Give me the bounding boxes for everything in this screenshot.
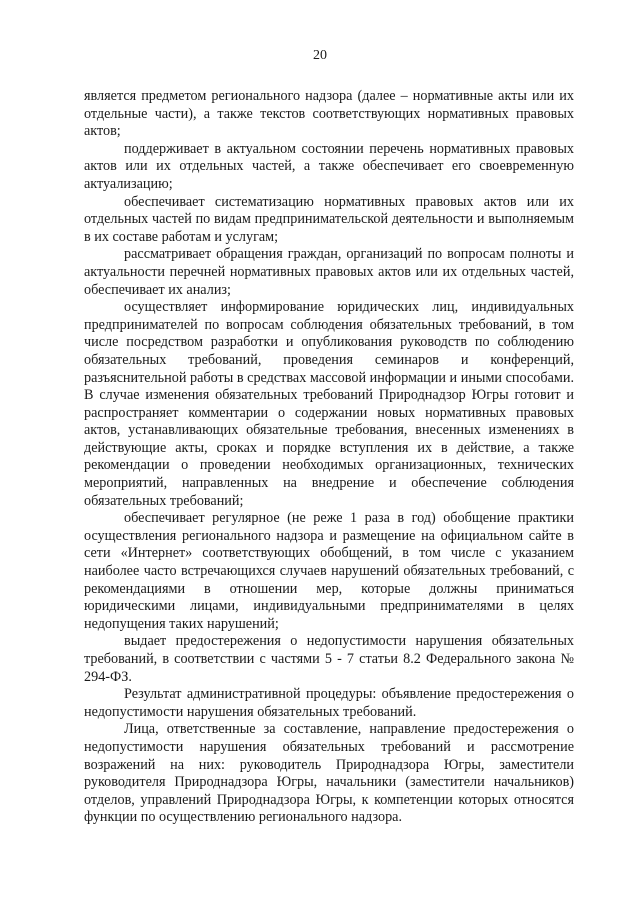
paragraph-4: рассматривает обращения граждан, организаций по вопросам полноты и актуальности перечней нормативных правовых актов или их отдельных частей, обеспечивает их анализ; <box>84 246 574 298</box>
paragraph-3: обеспечивает систематизацию нормативных правовых актов или их отдельных частей по видам предпринимательской деятельности и выполняемым в их составе работам и услугам; <box>84 193 574 245</box>
paragraph-6: обеспечивает регулярное (не реже 1 раза в год) обобщение практики осуществления регионального надзора и размещение на официальном сайте в сети «Интернет» соответствующих обобщений, в том числе с указанием наиболее часто встречающихся случаев нарушений обязательных требований, с рекомендациями в отношении мер, которые должны приниматься юридическими лицами, индивидуальными предпринимателями в целях недопущения таких нарушений; <box>84 510 574 632</box>
paragraph-8: Результат административной процедуры: объявление предостережения о недопустимости нарушения обязательных требований. <box>84 686 574 720</box>
paragraph-9: Лица, ответственные за составление, направление предостережения о недопустимости нарушения обязательных требований и рассмотрение возражений на них: руководитель Природнадзора Югры, заместители руководителя Природнадзора Югры, начальники (заместители начальников) отделов, управлений Природнадзора Югры, к компетенции которых относятся функции по осуществлению регионального надзора. <box>84 721 574 826</box>
paragraph-2: поддерживает в актуальном состоянии перечень нормативных правовых актов или их отдельных частей, а также обеспечивает его своевременную актуализацию; <box>84 140 574 192</box>
paragraph-5: осуществляет информирование юридических лиц, индивидуальных предпринимателей по вопросам соблюдения обязательных требований, в том числе посредством разработки и опубликования руководств по соблюдению обязательных требований, проведения семинаров и конференций, разъяснительной работы в средствах массовой информации и иными способами. В случае изменения обязательных требований Природнадзор Югры готовит и распространяет комментарии о содержании новых нормативных правовых актов, устанавливающих обязательные требования, внесенных изменениях в действующие акты, сроках и порядке вступления их в действие, а также рекомендации о проведении необходимых организационных, технических мероприятий, направленных на внедрение и обеспечение соблюдения обязательных требований; <box>84 299 574 509</box>
document-body <box>84 88 574 827</box>
paragraph-1: является предметом регионального надзора (далее – нормативные акты или их отдельные части), а также текстов соответствующих нормативных правовых актов; <box>84 88 574 140</box>
page-number: 20 <box>313 48 327 63</box>
paragraph-7: выдает предостережения о недопустимости нарушения обязательных требований, в соответствии с частями 5 - 7 статьи 8.2 Федерального закона № 294-ФЗ. <box>84 633 574 685</box>
